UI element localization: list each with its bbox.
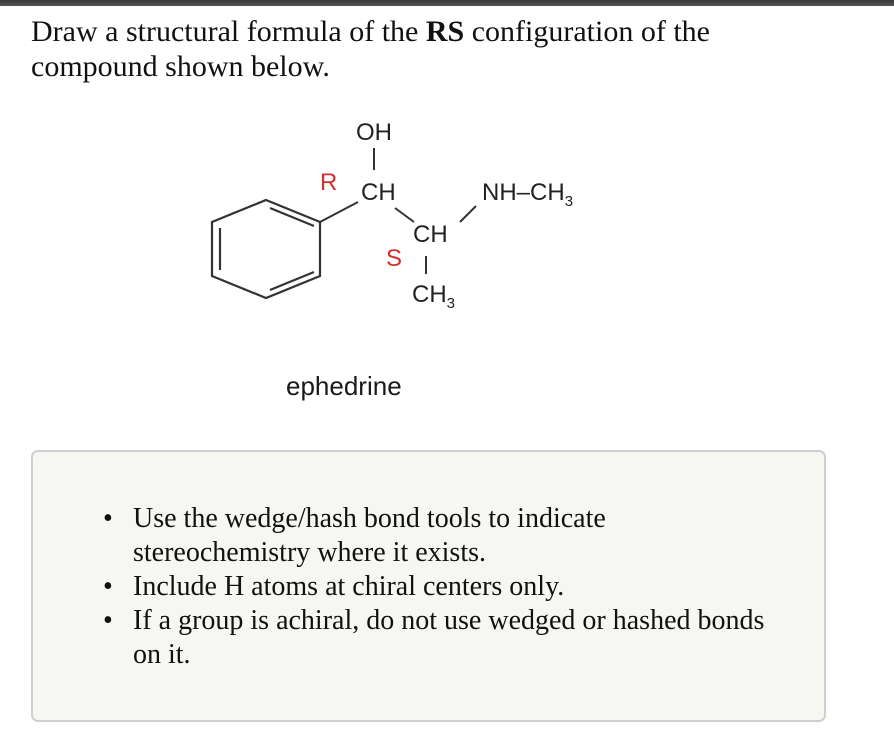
nh-ch3-label: [482, 179, 573, 210]
instruction-item: [103, 570, 773, 604]
ch3-bottom-subscript: 3: [446, 295, 456, 312]
ch-to-nh-bond: [460, 206, 476, 222]
ring-to-ch-bond: [320, 202, 358, 222]
stereo-label-r: R: [320, 169, 338, 196]
ch3-right-subscript: 3: [564, 193, 574, 210]
instruction-text: If a group is achiral, do not use wedged or hashed bonds on it.: [133, 605, 765, 670]
instruction-text: Use the wedge/hash bond tools to indicate stereochemistry where it exists.: [133, 503, 606, 568]
question-bold-rs: RS: [425, 15, 465, 48]
ch-to-ch-bond: [395, 208, 414, 222]
ch3-right-text: CH: [530, 179, 565, 206]
bullet-icon: •: [103, 503, 113, 534]
question-suffix: configuration of the compound shown below.: [31, 15, 710, 83]
instruction-text: Include H atoms at chiral centers only.: [133, 571, 565, 602]
ch-lower-label: CH: [413, 221, 448, 248]
ch3-bottom-text: CH: [412, 281, 447, 308]
oh-label: OH: [356, 119, 392, 146]
stereo-label-s: S: [386, 245, 403, 272]
dash-text: –: [516, 179, 531, 206]
top-divider: [0, 0, 894, 6]
instruction-item: [103, 502, 773, 570]
benzene-ring: [212, 200, 320, 298]
instruction-item: [103, 604, 773, 672]
compound-name-caption: ephedrine: [286, 371, 402, 401]
ch-upper-label: CH: [361, 179, 396, 206]
benzene-hexagon: [212, 200, 320, 298]
ch3-bottom-label: [412, 281, 455, 312]
question-prefix: Draw a structural formula of the: [31, 15, 426, 48]
instructions-box: [31, 450, 826, 722]
structure-figure: [190, 110, 640, 420]
bullet-icon: •: [103, 571, 113, 602]
bullet-icon: •: [103, 605, 113, 636]
instructions-list: [103, 502, 773, 672]
nh-text: NH: [482, 179, 517, 206]
ephedrine-structure: [190, 110, 640, 420]
question-text: [31, 14, 791, 84]
